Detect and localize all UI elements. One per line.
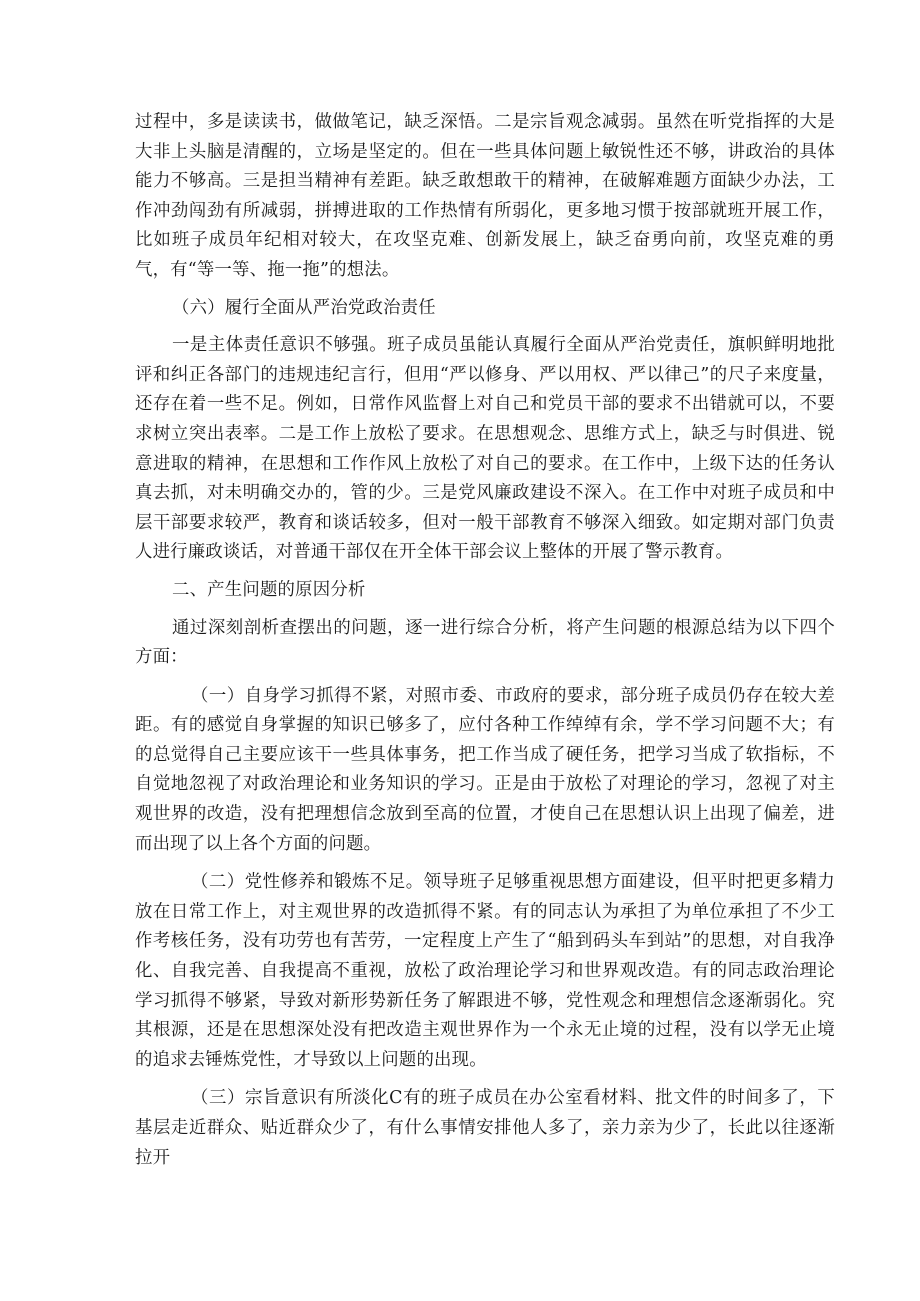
paragraph-cause-one: （一）自身学习抓得不紧，对照市委、市政府的要求，部分班子成员仍存在较大差距。有的感觉自身掌握的知识已够多了，应付各种工作绰绰有余，学不学习问题不大；有的总觉得自己主要应该干一些具体事务，把工作当成了硬任务，把学习当成了软指标，不自觉地忽视了对政治理论和业务知识的学习。正是由于放松了对理论的学习，忽视了对主观世界的改造，没有把理想信念放到至高的位置，才使自己在思想认识上出现了偏差，进而出现了以上各个方面的问题。 [135,685,835,854]
paragraph-cause-two: （二）党性修养和锻炼不足。领导班子足够重视思想方面建设，但平时把更多精力放在日常工作上，对主观世界的改造抓得不紧。有的同志认为承担了为单位承担了不少工作考核任务，没有功劳也有苦劳，一定程度上产生了“船到码头车到站”的思想，对自我净化、自我完善、自我提高不重视，放松了政治理论学习和世界观改造。有的同志政治理论学习抓得不够紧，导致对新形势新任务了解跟进不够，党性观念和理想信念逐渐弱化。究其根源，还是在思想深处没有把改造主观世界作为一个永无止境的过程，没有以学无止境的追求去锤炼党性，才导致以上问题的出现。 [135,872,835,1070]
paragraph-cause-three: （三）宗旨意识有所淡化C有的班子成员在办公室看材料、批文件的时间多了，下基层走近群众、贴近群众少了，有什么事情安排他人多了，亲力亲为少了，长此以往逐渐拉开 [135,1088,835,1168]
document-page [135,108,835,1173]
section-heading-six: （六）履行全面从严治党政治责任 [172,297,436,318]
section-heading-two: 二、产生问题的原因分析 [172,579,366,600]
paragraph-continued-text: 过程中，多是读读书，做做笔记，缺乏深悟。二是宗旨观念减弱。虽然在听党指挥的大是大非上头脑是清醒的，立场是坚定的。但在一些具体问题上敏锐性还不够，讲政治的具体能力不够高。三是担当精神有差距。缺乏敢想敢干的精神，在破解难题方面缺少办法，工作冲劲闯劲有所减弱，拼搏进取的工作热情有所弱化，更多地习惯于按部就班开展工作，比如班子成员年纪相对较大，在攻坚克难、创新发展上，缺乏奋勇向前，攻坚克难的勇气，有“等一等、拖一拖”的想法。 [135,112,835,280]
paragraph-analysis-intro: 通过深刻剖析查摆出的问题，逐一进行综合分析，将产生问题的根源总结为以下四个方面： [135,617,835,668]
paragraph-responsibility: 一是主体责任意识不够强。班子成员虽能认真履行全面从严治党责任，旗帜鲜明地批评和纠正各部门的违规违纪言行，但用“严以修身、严以用权、严以律己”的尺子来度量，还存在着一些不足。例如，日常作风监督上对自己和党员干部的要求不出错就可以，不要求树立突出表率。二是工作上放松了要求。在思想观念、思维方式上，缺乏与时俱进、锐意进取的精神，在思想和工作作风上放松了对自己的要求。在工作中，上级下达的任务认真去抓，对未明确交办的，管的少。三是党风廉政建设不深入。在工作中对班子成员和中层干部要求较严，教育和谈话较多，但对一般干部教育不够深入细致。如定期对部门负责人进行廉政谈话，对普通干部仅在开全体干部会议上整体的开展了警示教育。 [135,335,835,563]
